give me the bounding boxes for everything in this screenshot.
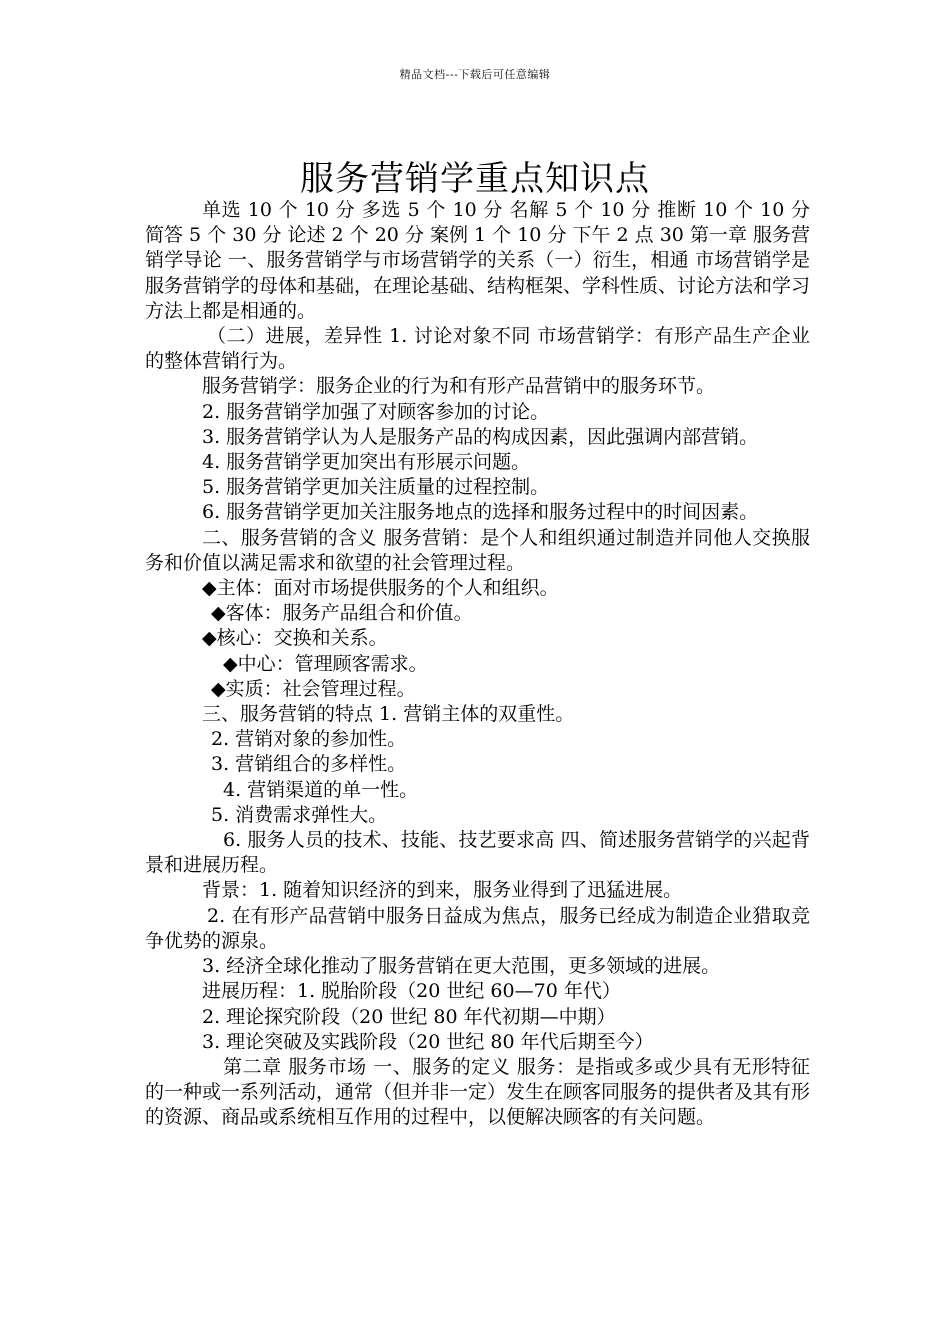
paragraph-char-2: 2. 营销对象的参加性。 bbox=[211, 728, 407, 751]
document-body bbox=[145, 198, 810, 1131]
header-watermark: 精品文档---下载后可任意编辑 bbox=[399, 68, 551, 81]
paragraph-history-1: 进展历程：1. 脱胎阶段（20 世纪 60—70 年代） bbox=[202, 980, 621, 1003]
paragraph-chapter2: 第二章 服务市场 一、服务的定义 服务：是指或多或少具有无形特征的一种或一系列活动，通常（但并非一定）发生在顾客同服务的提供者及其有形的资源、商品或系统相互作用的过程中，以便解决顾客的有关问题。 bbox=[145, 1055, 811, 1129]
paragraph-char-5: 5. 消费需求弹性大。 bbox=[211, 803, 388, 826]
paragraph-history-2: 2. 理论探究阶段（20 世纪 80 年代初期—中期） bbox=[202, 1005, 616, 1028]
bullet-object: ◆客体：服务产品组合和价值。 bbox=[211, 602, 473, 625]
bullet-essence: ◆实质：社会管理过程。 bbox=[211, 677, 416, 700]
document-title: 服务营销学重点知识点 bbox=[300, 158, 650, 199]
paragraph-point-4: 4. 服务营销学更加突出有形展示问题。 bbox=[202, 451, 531, 474]
bullet-core: ◆核心：交换和关系。 bbox=[202, 627, 388, 650]
paragraph-characteristics: 三、服务营销的特点 1. 营销主体的双重性。 bbox=[202, 703, 575, 726]
paragraph-char-4: 4. 营销渠道的单一性。 bbox=[223, 778, 419, 801]
bullet-center: ◆中心：管理顾客需求。 bbox=[223, 652, 428, 675]
paragraph-definition: 二、服务营销的含义 服务营销：是个人和组织通过制造并同他人交换服务和价值以满足需求和欲望的社会管理过程。 bbox=[145, 526, 810, 574]
paragraph-service-marketing-scope: 服务营销学：服务企业的行为和有形产品营销中的服务环节。 bbox=[202, 375, 716, 398]
bullet-subject: ◆主体：面对市场提供服务的个人和组织。 bbox=[202, 577, 559, 600]
paragraph-point-6: 6. 服务营销学更加关注服务地点的选择和服务过程中的时间因素。 bbox=[202, 501, 759, 524]
paragraph-background-2: 2. 在有形产品营销中服务日益成为焦点，服务已经成为制造企业猎取竞争优势的源泉。 bbox=[145, 904, 810, 952]
paragraph-char-6: 6. 服务人员的技术、技能、技艺要求高 四、简述服务营销学的兴起背景和进展历程。 bbox=[145, 829, 810, 877]
paragraph-point-2: 2. 服务营销学加强了对顾客参加的讨论。 bbox=[202, 400, 550, 423]
paragraph-point-5: 5. 服务营销学更加关注质量的过程控制。 bbox=[202, 476, 550, 499]
paragraph-char-3: 3. 营销组合的多样性。 bbox=[211, 753, 407, 776]
paragraph-background-1: 背景：1. 随着知识经济的到来，服务业得到了迅猛进展。 bbox=[202, 879, 683, 902]
paragraph-point-3: 3. 服务营销学认为人是服务产品的构成因素，因此强调内部营销。 bbox=[202, 425, 759, 448]
paragraph-exam-and-chapter1: 单选 10 个 10 分 多选 5 个 10 分 名解 5 个 10 分 推断 10 个 10 分 简答 5 个 30 分 论述 2 个 20 分 案例 1 个 10 分 下午 2 点 30 第一章 服务营销学导论 一、服务营销学与市场营销学的关系（一）衍生，相通 市场营销学是服务营销学的母体和基础，在理论基础、结构框架、学科性质、讨论方法和学习方法上都是相通的。 bbox=[145, 199, 811, 322]
paragraph-history-3: 3. 理论突破及实践阶段（20 世纪 80 年代后期至今） bbox=[202, 1030, 654, 1053]
paragraph-background-3: 3. 经济全球化推动了服务营销在更大范围，更多领域的进展。 bbox=[202, 955, 721, 978]
paragraph-development-difference: （二）进展，差异性 1. 讨论对象不同 市场营销学：有形产品生产企业的整体营销行为。 bbox=[145, 325, 810, 373]
